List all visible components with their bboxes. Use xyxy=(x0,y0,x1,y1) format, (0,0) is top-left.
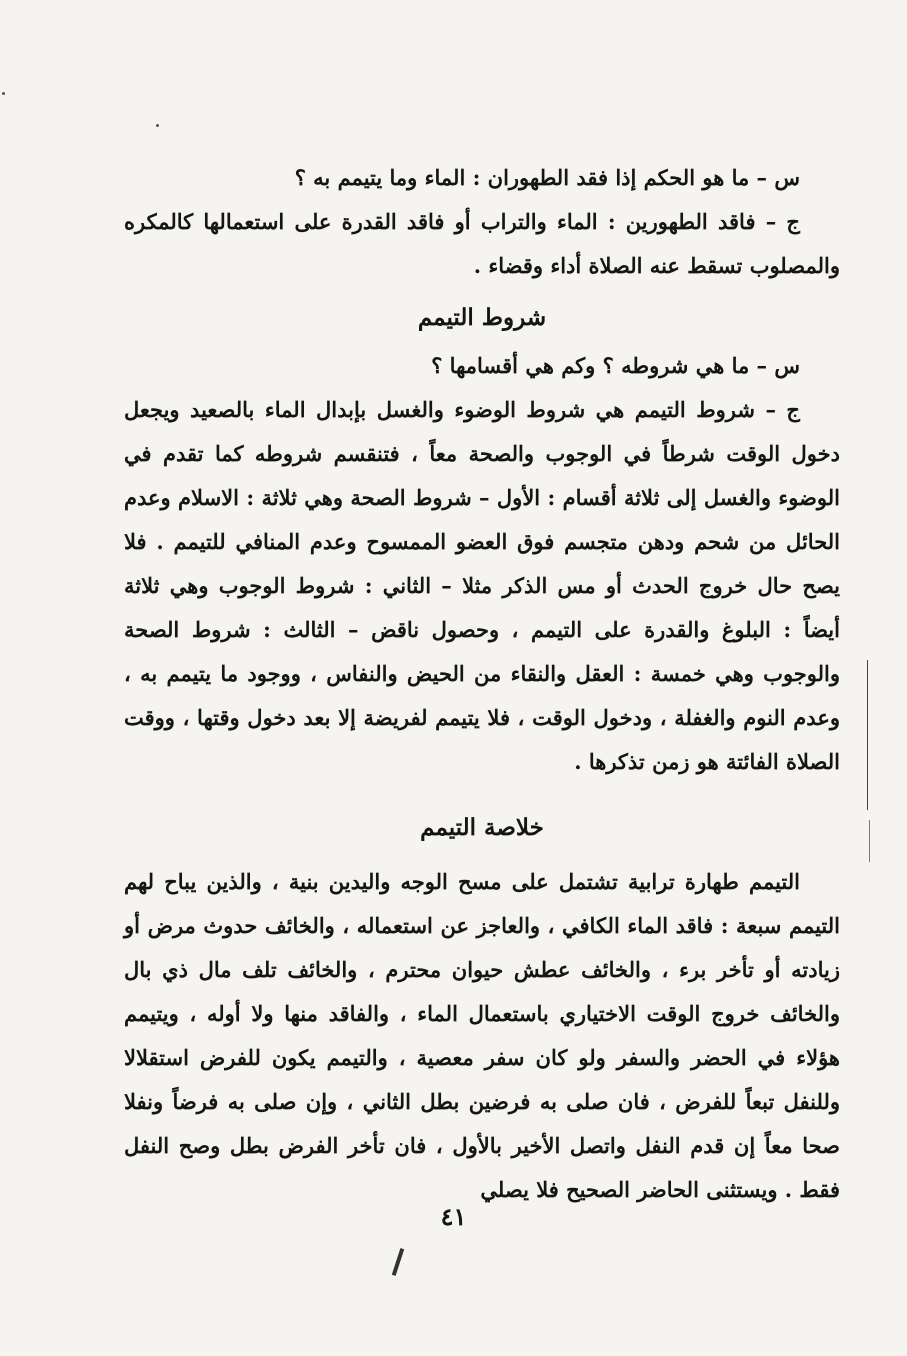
answer-1: ج – فاقد الطهورين : الماء والتراب أو فاقد القدرة على استعمالها كالمكره والمصلوب تسقط عنه الصلاة أداء وقضاء . xyxy=(124,209,840,278)
margin-mark xyxy=(869,820,870,862)
question-2: س – ما هي شروطه ؟ وكم هي أقسامها ؟ xyxy=(431,353,800,378)
page-number: ٤١ xyxy=(440,1202,467,1231)
summary-section xyxy=(124,860,840,1212)
scan-speck xyxy=(156,124,159,127)
heading-tayammum-conditions: شروط التيمم xyxy=(417,304,547,331)
qa-section-2 xyxy=(124,344,840,784)
qa-section-1 xyxy=(124,156,840,288)
question-1: س – ما هو الحكم إذا فقد الطهوران : الماء وما يتيمم به ؟ xyxy=(294,165,800,190)
answer-2: ج – شروط التيمم هي شروط الوضوء والغسل بإبدال الماء بالصعيد ويجعل دخول الوقت شرطاً في الوجوب والصحة معاً ، فتنقسم شروطه كما تقدم في الوضوء والغسل إلى ثلاثة أقسام : الأول – شروط الصحة وهي ثلاثة : الاسلام وعدم الحائل من شحم ودهن متجسم فوق العضو الممسوح وعدم المنافي للتيمم . فلا يصح حال خروج الحدث أو مس الذكر مثلا – الثاني : شروط الوجوب وهي ثلاثة أيضاً : البلوغ والقدرة على التيمم ، وحصول ناقض – الثالث : شروط الصحة والوجوب وهي خمسة : العقل والنقاء من الحيض والنفاس ، ووجود ما يتيمم به ، وعدم النوم والغفلة ، ودخول الوقت ، فلا يتيمم لفريضة إلا بعد دخول وقتها ، ووقت الصلاة الفائتة هو زمن تذكرها . xyxy=(124,397,840,774)
pen-stroke-mark xyxy=(392,1248,404,1276)
margin-mark xyxy=(867,660,868,810)
summary-paragraph: التيمم طهارة ترابية تشتمل على مسح الوجه واليدين بنية ، والذين يباح لهم التيمم سبعة : فاقد الماء الكافي ، والعاجز عن استعماله ، والخائف حدوث مرض أو زيادته أو تأخر برء ، والخائف عطش حيوان محترم ، والخائف تلف مال ذي بال والخائف خروج الوقت الاختياري باستعمال الماء ، والفاقد منها ولا أوله ، ويتيمم هؤلاء في الحضر والسفر ولو كان سفر معصية ، والتيمم يكون للفرض استقلالا وللنفل تبعاً للفرض ، فان صلى به فرضين بطل الثاني ، وإن صلى به فرضاً ونفلا صحا معاً إن قدم النفل واتصل الأخير بالأول ، فان تأخر الفرض بطل وصح النفل فقط . ويستثنى الحاضر الصحيح فلا يصلي xyxy=(124,869,840,1202)
heading-tayammum-summary: خلاصة التيمم xyxy=(420,814,544,841)
scan-speck xyxy=(2,92,5,95)
